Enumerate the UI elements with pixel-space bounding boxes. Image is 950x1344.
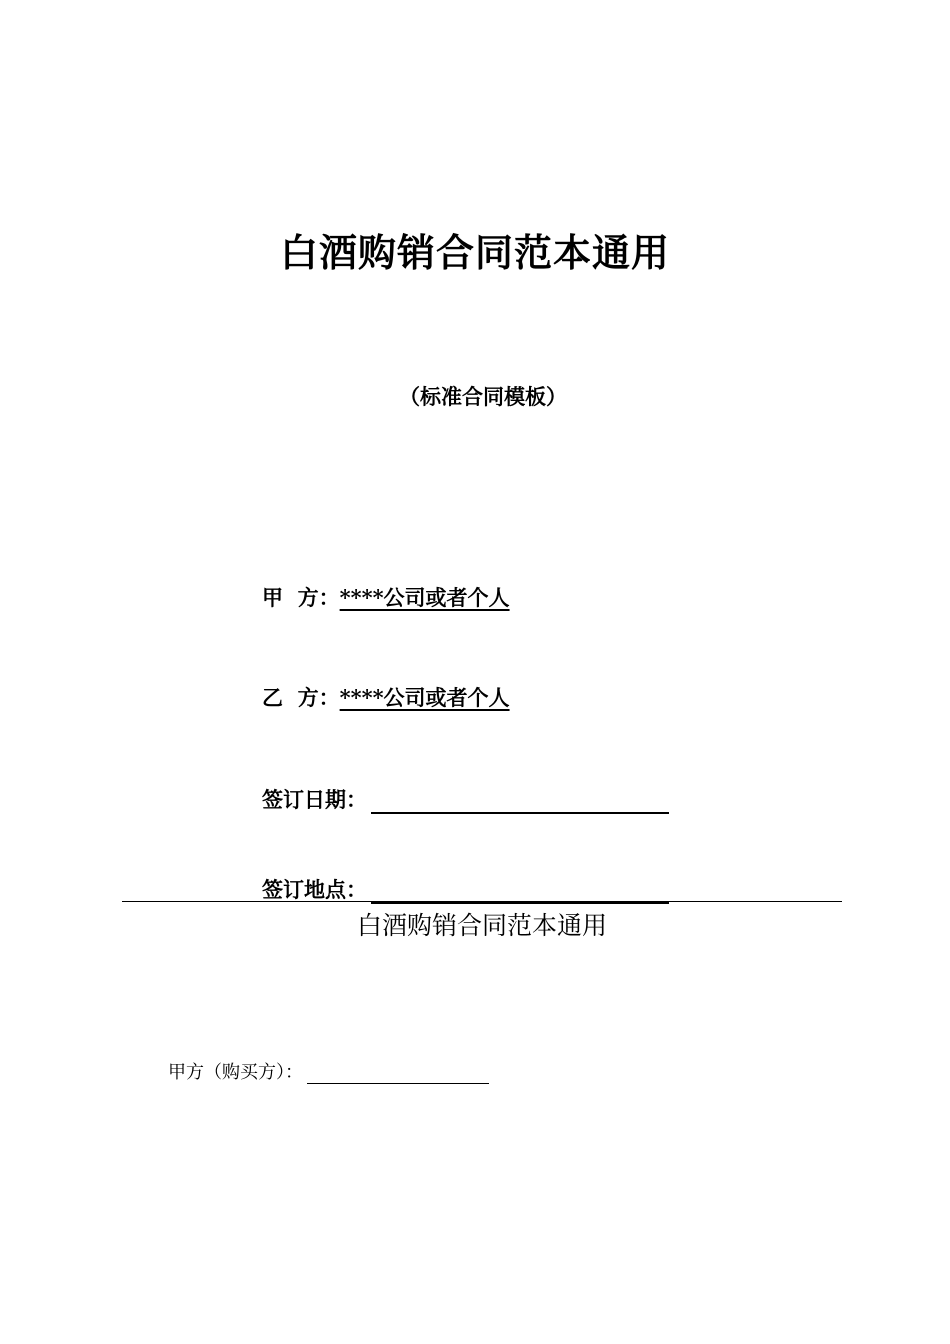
cover-subtitle: （标准合同模板） [399, 384, 567, 409]
page-divider [122, 901, 842, 902]
buyer-blank[interactable] [307, 1065, 489, 1084]
party-b-line [262, 682, 510, 712]
party-a-line [262, 582, 510, 612]
sign-date-line [262, 784, 669, 814]
buyer-line [168, 1058, 489, 1084]
party-b-value: ****公司或者个人 [339, 685, 510, 710]
sign-place-line [262, 874, 669, 904]
party-a-label: 甲 方： [262, 585, 340, 610]
sign-date-label: 签订日期： [262, 787, 367, 812]
cover-title: 白酒购销合同范本通用 [279, 230, 670, 275]
sign-date-blank[interactable] [371, 790, 669, 814]
buyer-label: 甲方（购买方）： [168, 1062, 303, 1083]
sign-place-label: 签订地点： [262, 877, 367, 902]
document-title: 白酒购销合同范本通用 [356, 911, 607, 940]
party-a-value: ****公司或者个人 [339, 585, 510, 610]
party-b-label: 乙 方： [262, 685, 340, 710]
